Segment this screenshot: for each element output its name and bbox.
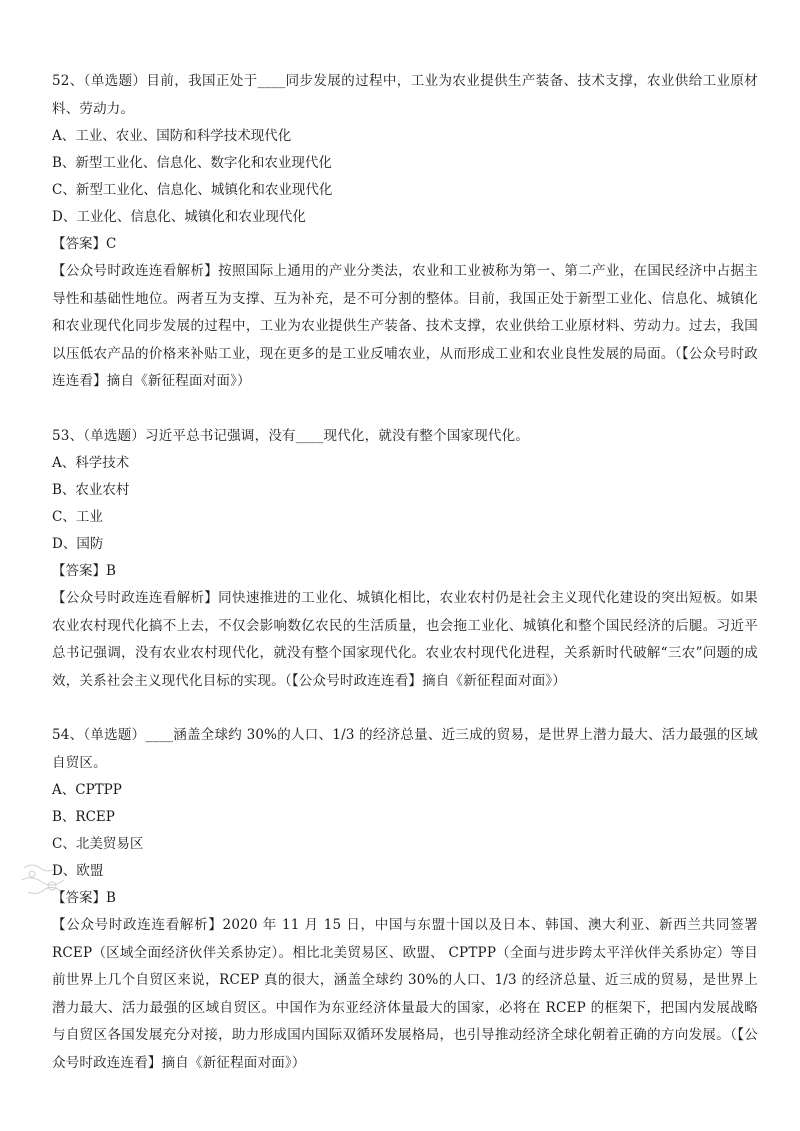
option-b: B、新型工业化、信息化、数字化和农业现代化 xyxy=(52,155,332,171)
answer-line: 【答案】B xyxy=(52,890,116,906)
option-d: D、欧盟 xyxy=(52,863,104,879)
option-a: A、CPTPP xyxy=(52,782,122,798)
spacer xyxy=(52,695,758,722)
option-c: C、工业 xyxy=(52,509,103,525)
option-b: B、RCEP xyxy=(52,809,115,825)
question-53 xyxy=(52,423,758,696)
answer-line: 【答案】B xyxy=(52,563,116,579)
analysis-paragraph: 【公众号时政连连看解析】同快速推进的工业化、城镇化相比，农业农村仍是社会主义现代化建设的突出短板。如果农业农村现代化搞不上去，不仅会影响数亿农民的生活质量，也会拖工业化、城镇化和整个国民经济的后腿。习近平总书记强调，没有农业农村现代化，就没有整个国家现代化。农业农村现代化进程，关系新时代破解“三农”问题的成效，关系社会主义现代化目标的实现。（【公众号时政连连看】摘自《新征程面对面》） xyxy=(52,590,758,689)
option-a: A、科学技术 xyxy=(52,455,130,471)
spacer xyxy=(52,396,758,423)
option-b: B、农业农村 xyxy=(52,482,130,498)
document-page xyxy=(52,68,758,1077)
option-a: A、工业、农业、国防和科学技术现代化 xyxy=(52,128,292,144)
question-stem: 53、（单选题）习近平总书记强调，没有____现代化，就没有整个国家现代化。 xyxy=(52,427,530,444)
answer-line: 【答案】C xyxy=(52,236,117,252)
option-d: D、工业化、信息化、城镇化和农业现代化 xyxy=(52,209,306,225)
option-c: C、新型工业化、信息化、城镇化和农业现代化 xyxy=(52,182,333,198)
watermark-stamp-icon xyxy=(18,858,78,906)
question-52 xyxy=(52,68,758,396)
question-54 xyxy=(52,722,758,1077)
analysis-paragraph: 【公众号时政连连看解析】2020 年 11 月 15 日，中国与东盟十国以及日本、韩国、澳大利亚、新西兰共同签署 RCEP（区域全面经济伙伴关系协定）。相比北美贸易区、欧盟、 CPTPP（全面与进步跨太平洋伙伴关系协定）等目前世界上几个自贸区来说，RCEP 真的很大，涵盖全球约 30%的人口、1/3 的经济总量、近三成的贸易，是世界上潜力最大、活力最强的区域自贸区。中国作为东亚经济体量最大的国家，必将在 RCEP 的框架下，把国内发展战略与自贸区各国发展充分对接，助力形成国内国际双循环发展格局，也引导推动经济全球化朝着正确的方向发展。（【公众号时政连连看】摘自《新征程面对面》） xyxy=(52,917,758,1071)
option-d: D、国防 xyxy=(52,536,104,552)
analysis-paragraph: 【公众号时政连连看解析】按照国际上通用的产业分类法，农业和工业被称为第一、第二产业，在国民经济中占据主导性和基础性地位。两者互为支撑、互为补充，是不可分割的整体。目前，我国正处于新型工业化、信息化、城镇化和农业现代化同步发展的过程中，工业为农业提供生产装备、技术支撑，农业供给工业原材料、劳动力。过去，我国以压低农产品的价格来补贴工业，现在更多的是工业反哺农业，从而形成工业和农业良性发展的局面。（【公众号时政连连看】摘自《新征程面对面》） xyxy=(52,263,758,389)
question-stem: 54、（单选题）____涵盖全球约 30%的人口、1/3 的经济总量、近三成的贸易，是世界上潜力最大、活力最强的区域自贸区。 xyxy=(52,727,758,771)
option-c: C、北美贸易区 xyxy=(52,836,144,852)
question-stem: 52、（单选题）目前，我国正处于____同步发展的过程中，工业为农业提供生产装备、技术支撑，农业供给工业原材料、劳动力。 xyxy=(52,73,758,117)
